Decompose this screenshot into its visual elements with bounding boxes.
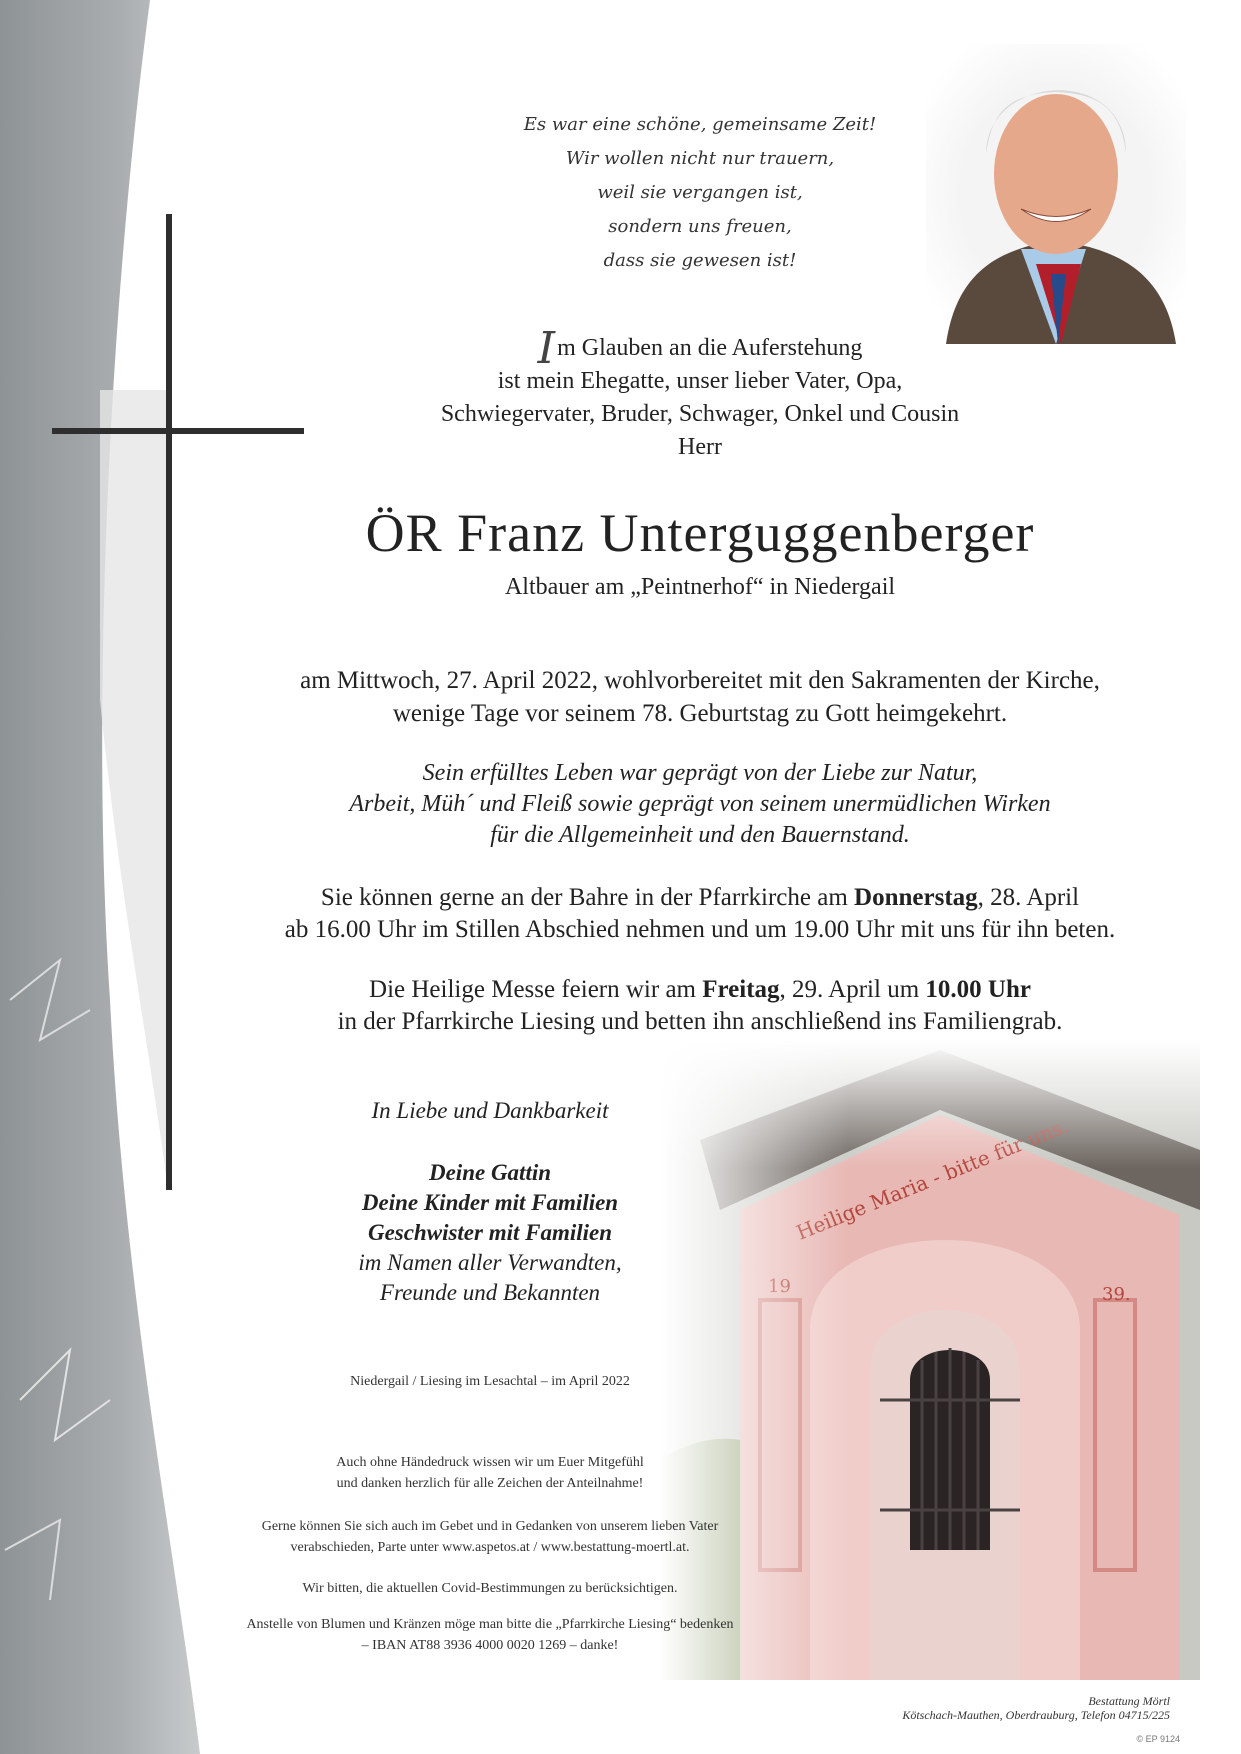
poem-line: sondern uns freuen,: [608, 216, 792, 237]
poem-line: weil sie vergangen ist,: [597, 182, 803, 203]
intro-line-1: [380, 323, 1020, 374]
intro-line-4: Herr: [678, 434, 722, 460]
funeral-home-address: Kötschach-Mauthen, Oberdrauburg, Telefon 04715/225: [902, 1708, 1170, 1722]
drop-cap-letter: I: [537, 323, 556, 374]
signers-list: [280, 1158, 700, 1308]
intro-line-2: ist mein Ehegatte, unser lieber Vater, Opa,: [497, 368, 903, 394]
deceased-subtitle: Altbauer am „Peintnerhof“ in Niedergail: [504, 574, 896, 600]
signer-friends: Freunde und Bekannten: [379, 1280, 601, 1305]
signer-siblings: Geschwister mit Familien: [367, 1220, 613, 1245]
viewing-line-1: [220, 882, 1180, 914]
cross-horizontal-bar: [52, 428, 304, 434]
death-line-1: am Mittwoch, 27. April 2022, wohlvorbereitet mit den Sakramenten der Kirche,: [300, 667, 1100, 694]
poem-line: Es war eine schöne, gemeinsame Zeit!: [523, 114, 877, 135]
funeral-home-name: Bestattung Mörtl: [1088, 1694, 1170, 1708]
note-sympathy: [200, 1452, 780, 1494]
death-line-2: wenige Tage vor seinem 78. Geburtstag zu Gott heimgekehrt.: [392, 700, 1008, 727]
mass-day: Freitag: [702, 976, 780, 1003]
mass-info: [260, 974, 1140, 1038]
print-code: © EP 9124: [1136, 1734, 1180, 1744]
note-online-condolence: [200, 1516, 780, 1558]
intro-line-1-text: m Glauben an die Auferstehung: [557, 335, 863, 361]
portrait-photo: [926, 44, 1186, 344]
intro-line-3: Schwiegervater, Bruder, Schwager, Onkel und Cousin: [440, 401, 960, 427]
poem-line: dass sie gewesen ist!: [603, 250, 797, 271]
note-donation: [180, 1614, 800, 1656]
note-online-line-1: Gerne können Sie sich auch im Gebet und in Gedanken von unserem lieben Vater: [261, 1519, 719, 1534]
gratitude-line: In Liebe und Dankbarkeit: [371, 1098, 609, 1123]
mass-time: 10.00 Uhr: [925, 976, 1031, 1003]
note-donation-line-2: – IBAN AT88 3936 4000 0020 1269 – danke!: [361, 1638, 619, 1653]
mass-line-1: [260, 974, 1140, 1006]
mass-text: Die Heilige Messe feiern wir am: [369, 976, 703, 1003]
place-and-date: Niedergail / Liesing im Lesachtal – im April 2022: [350, 1374, 630, 1389]
viewing-text: Sie können gerne an der Bahre in der Pfarrkirche am: [320, 884, 855, 911]
life-line-2: Arbeit, Müh´ und Fleiß sowie geprägt von seinem unermüdlichen Wirken: [349, 791, 1051, 817]
viewing-info: [220, 882, 1180, 946]
note-sympathy-line-2: und danken herzlich für alle Zeichen der Anteilnahme!: [336, 1476, 644, 1491]
signer-children: Deine Kinder mit Familien: [361, 1190, 619, 1215]
mass-line-2: in der Pfarrkirche Liesing und betten ihn anschließend ins Familiengrab.: [337, 1008, 1063, 1035]
announcement-intro: [380, 323, 1020, 464]
signer-relatives: im Namen aller Verwandten,: [358, 1250, 622, 1275]
note-donation-line-1: Anstelle von Blumen und Kränzen möge man bitte die „Pfarrkirche Liesing“ bedenken: [246, 1617, 734, 1632]
mass-date: , 29. April um: [779, 976, 926, 1003]
viewing-line-2: ab 16.00 Uhr im Stillen Abschied nehmen und um 19.00 Uhr mit uns für ihn beten.: [284, 916, 1116, 943]
memorial-poem: [500, 108, 900, 278]
viewing-date: , 28. April: [977, 884, 1080, 911]
deceased-name: ÖR Franz Unterguggenberger: [365, 503, 1035, 563]
note-online-line-2: verabschieden, Parte unter www.aspetos.at / www.bestattung-moertl.at.: [290, 1540, 690, 1555]
life-line-3: für die Allgemeinheit und den Bauernstand.: [490, 822, 910, 848]
poem-line: Wir wollen nicht nur trauern,: [565, 148, 835, 169]
note-covid: Wir bitten, die aktuellen Covid-Bestimmungen zu berücksichtigen.: [302, 1581, 678, 1596]
viewing-day: Donnerstag: [854, 884, 978, 911]
death-announcement: [230, 664, 1170, 730]
signer-spouse: Deine Gattin: [428, 1160, 552, 1185]
cross-vertical-bar: [166, 214, 172, 1190]
life-line-1: Sein erfülltes Leben war geprägt von der Liebe zur Natur,: [422, 760, 978, 786]
note-sympathy-line-1: Auch ohne Händedruck wissen wir um Euer Mitgefühl: [336, 1455, 644, 1470]
life-tribute: [280, 758, 1120, 851]
funeral-home: [780, 1694, 1170, 1722]
